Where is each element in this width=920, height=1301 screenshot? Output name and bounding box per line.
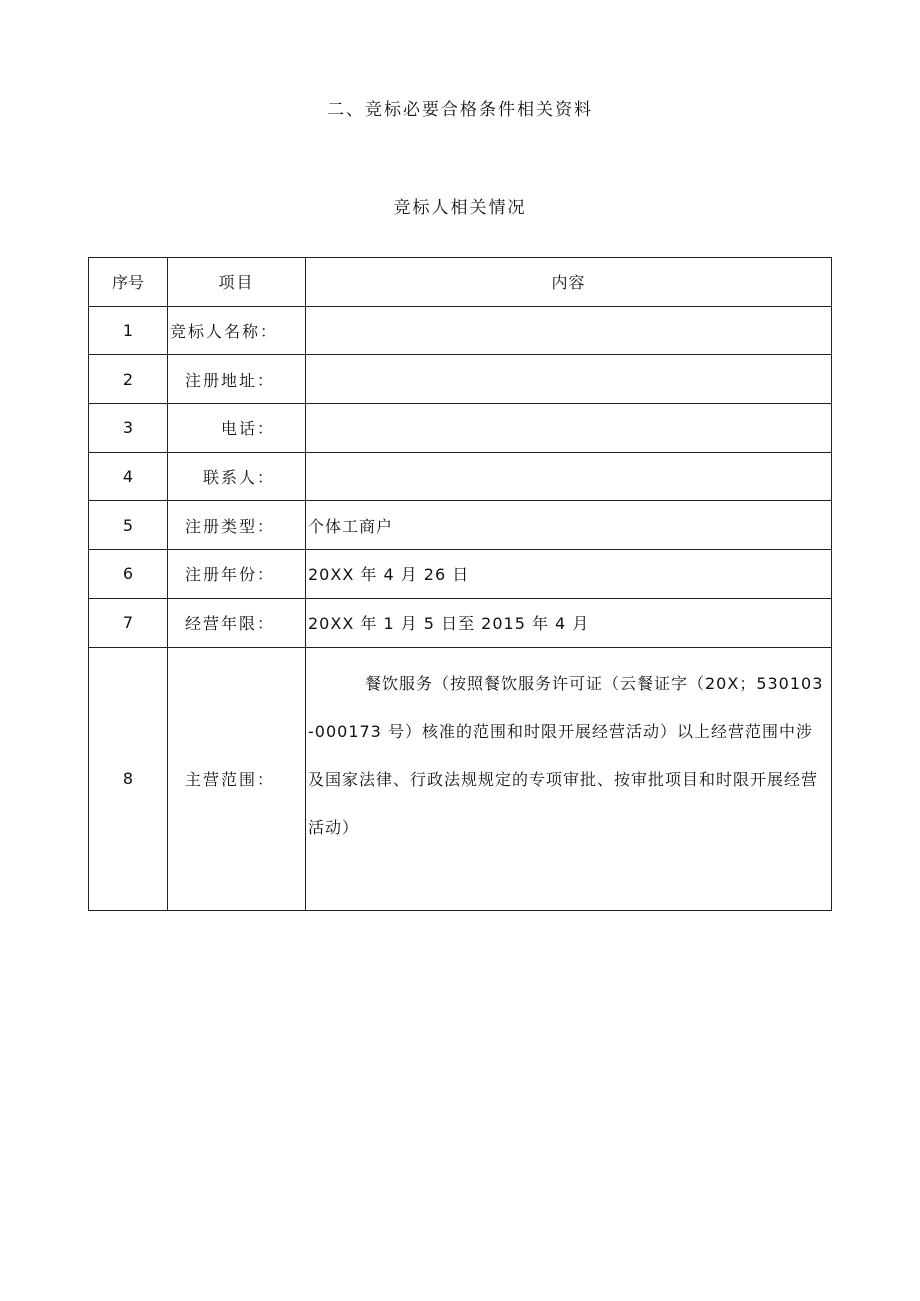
row-content	[306, 404, 832, 453]
row-item-label: 主营范围：	[168, 647, 306, 910]
row-item-label: 联系人：	[168, 452, 306, 501]
row-num: 5	[89, 501, 168, 550]
row-num: 1	[89, 306, 168, 355]
table-row	[89, 501, 832, 550]
header-item: 项目	[168, 258, 306, 307]
bidder-info-table	[88, 257, 832, 911]
table-row	[89, 647, 832, 910]
row-item-label: 竞标人名称：	[168, 306, 306, 355]
header-content: 内容	[306, 258, 832, 307]
row-num: 4	[89, 452, 168, 501]
row-item-label: 注册地址：	[168, 355, 306, 404]
row-item-label: 注册类型：	[168, 501, 306, 550]
table-row	[89, 355, 832, 404]
table-row	[89, 306, 832, 355]
table-row	[89, 452, 832, 501]
row-item-label: 注册年份：	[168, 550, 306, 599]
row-content: 20XX 年 4 月 26 日	[306, 550, 832, 599]
row-content	[306, 306, 832, 355]
row-num: 8	[89, 647, 168, 910]
table-row	[89, 404, 832, 453]
row-item-label: 经营年限：	[168, 598, 306, 647]
table-title: 竞标人相关情况	[393, 198, 527, 218]
row-content: 个体工商户	[306, 501, 832, 550]
row-num: 3	[89, 404, 168, 453]
section-title: 二、竞标必要合格条件相关资料	[327, 100, 593, 120]
business-scope-text: 餐饮服务（按照餐饮服务许可证（云餐证字（20X；530103-000173 号）核准的范围和时限开展经营活动）以上经营范围中涉及国家法律、行政法规规定的专项审批、按审批项目和时限开展经营活动）	[306, 647, 832, 910]
row-num: 6	[89, 550, 168, 599]
table-row	[89, 550, 832, 599]
row-num: 2	[89, 355, 168, 404]
header-num: 序号	[89, 258, 168, 307]
row-content	[306, 452, 832, 501]
table-row	[89, 598, 832, 647]
row-item-label: 电话：	[168, 404, 306, 453]
row-content	[306, 355, 832, 404]
row-num: 7	[89, 598, 168, 647]
row-content: 20XX 年 1 月 5 日至 2015 年 4 月	[306, 598, 832, 647]
table-header-row	[89, 258, 832, 307]
